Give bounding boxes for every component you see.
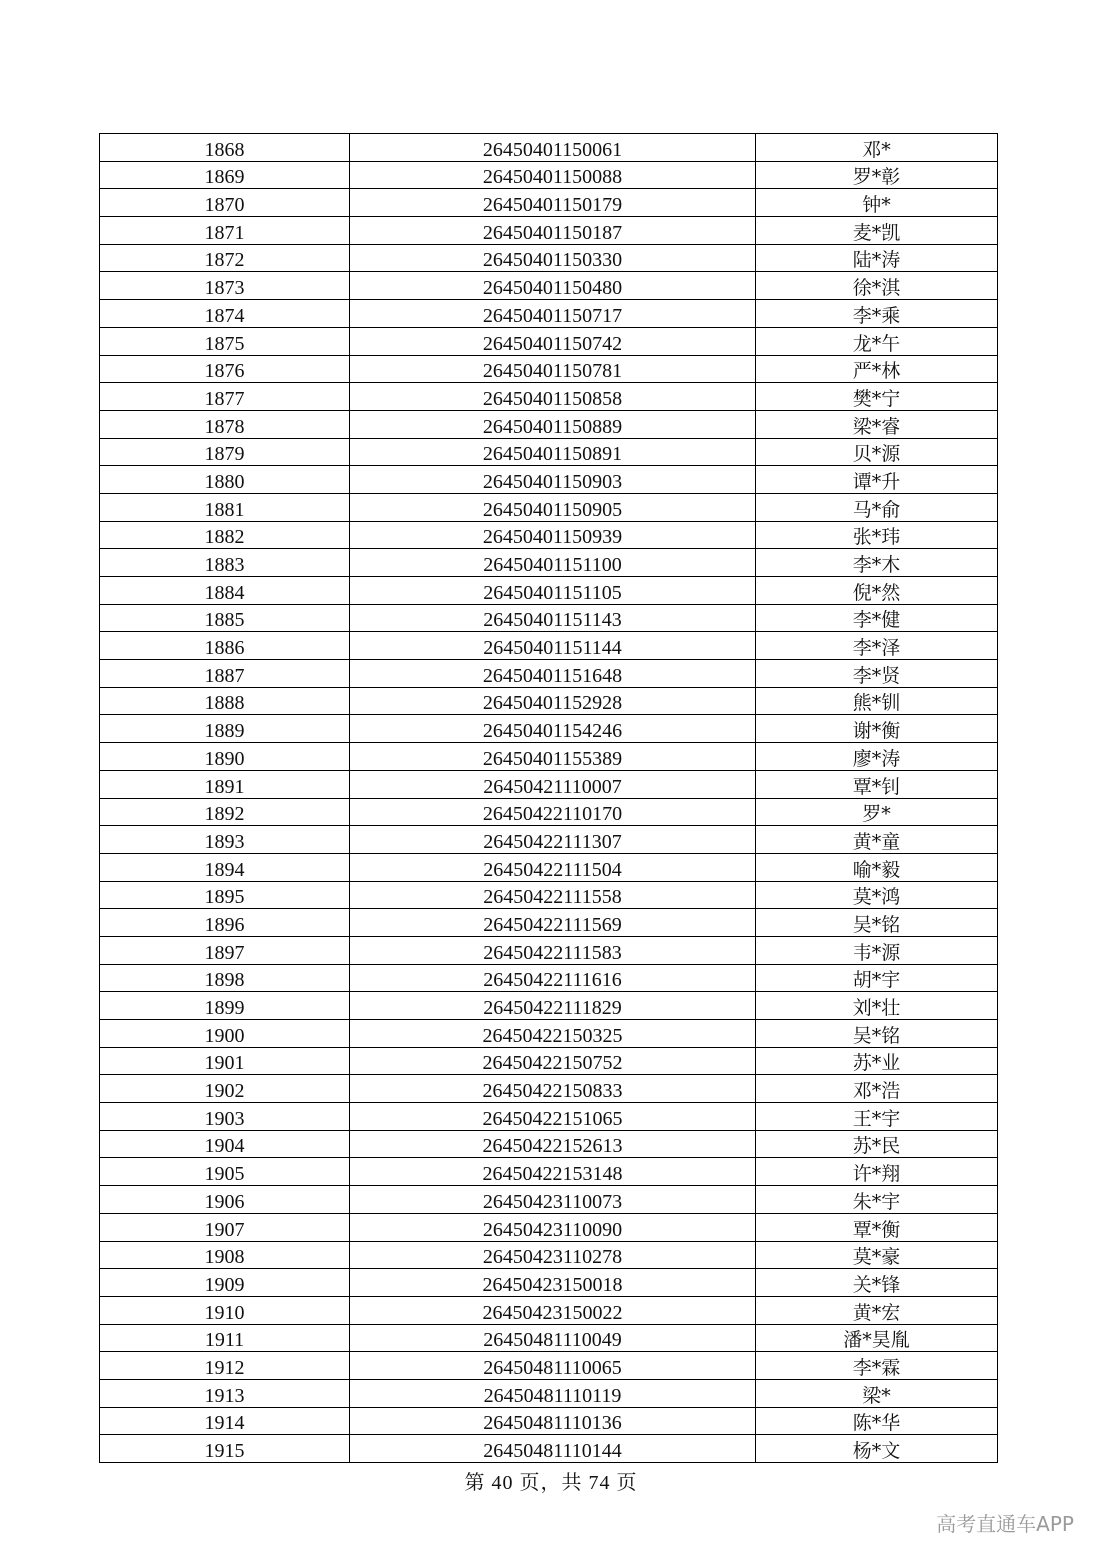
exam-id-cell: 26450401151105	[350, 577, 756, 605]
table-row	[100, 1352, 998, 1380]
exam-id-cell: 26450401150061	[350, 134, 756, 162]
row-index-cell: 1911	[100, 1324, 350, 1352]
table-row	[100, 217, 998, 245]
name-cell: 苏*业	[756, 1047, 998, 1075]
exam-id-cell: 26450401150187	[350, 217, 756, 245]
exam-id-cell: 26450481110144	[350, 1435, 756, 1463]
name-cell: 王*宇	[756, 1103, 998, 1131]
row-index-cell: 1876	[100, 355, 350, 383]
exam-id-cell: 26450422111504	[350, 853, 756, 881]
name-cell: 马*俞	[756, 493, 998, 521]
table-row	[100, 964, 998, 992]
table-row	[100, 1020, 998, 1048]
row-index-cell: 1912	[100, 1352, 350, 1380]
table-row	[100, 355, 998, 383]
table-row	[100, 1407, 998, 1435]
exam-id-cell: 26450401150179	[350, 189, 756, 217]
table-row	[100, 660, 998, 688]
exam-id-cell: 26450423110073	[350, 1186, 756, 1214]
name-cell: 关*锋	[756, 1269, 998, 1297]
exam-id-cell: 26450422111829	[350, 992, 756, 1020]
row-index-cell: 1872	[100, 244, 350, 272]
row-index-cell: 1908	[100, 1241, 350, 1269]
row-index-cell: 1903	[100, 1103, 350, 1131]
exam-id-cell: 26450401150717	[350, 300, 756, 328]
exam-id-cell: 26450401151143	[350, 604, 756, 632]
name-cell: 苏*民	[756, 1130, 998, 1158]
row-index-cell: 1897	[100, 936, 350, 964]
table-row	[100, 687, 998, 715]
row-index-cell: 1914	[100, 1407, 350, 1435]
table-row	[100, 1324, 998, 1352]
exam-id-cell: 26450422111558	[350, 881, 756, 909]
table-row	[100, 410, 998, 438]
exam-id-cell: 26450401150905	[350, 493, 756, 521]
table-row	[100, 521, 998, 549]
name-cell: 李*霖	[756, 1352, 998, 1380]
exam-id-cell: 26450481110065	[350, 1352, 756, 1380]
table-row	[100, 604, 998, 632]
exam-id-cell: 26450401150781	[350, 355, 756, 383]
exam-id-cell: 26450401154246	[350, 715, 756, 743]
table-row	[100, 798, 998, 826]
exam-id-cell: 26450401150088	[350, 161, 756, 189]
row-index-cell: 1892	[100, 798, 350, 826]
watermark-text: 高考直通车APP	[936, 1512, 1074, 1536]
table-row	[100, 1047, 998, 1075]
name-cell: 吴*铭	[756, 1020, 998, 1048]
row-index-cell: 1884	[100, 577, 350, 605]
row-index-cell: 1881	[100, 493, 350, 521]
name-cell: 潘*昊胤	[756, 1324, 998, 1352]
exam-id-cell: 26450422111569	[350, 909, 756, 937]
row-index-cell: 1905	[100, 1158, 350, 1186]
table-row	[100, 161, 998, 189]
exam-id-cell: 26450401150742	[350, 327, 756, 355]
table-row	[100, 770, 998, 798]
page-number: 第 40 页，共 74 页	[464, 1472, 638, 1494]
name-cell: 倪*然	[756, 577, 998, 605]
row-index-cell: 1893	[100, 826, 350, 854]
row-index-cell: 1896	[100, 909, 350, 937]
table-row	[100, 715, 998, 743]
table-row	[100, 438, 998, 466]
name-cell: 覃*钊	[756, 770, 998, 798]
row-index-cell: 1891	[100, 770, 350, 798]
row-index-cell: 1913	[100, 1379, 350, 1407]
name-cell: 喻*毅	[756, 853, 998, 881]
page-footer	[0, 1466, 1102, 1495]
table-row	[100, 466, 998, 494]
exam-id-cell: 26450401150889	[350, 410, 756, 438]
exam-id-cell: 26450401150480	[350, 272, 756, 300]
name-cell: 梁*	[756, 1379, 998, 1407]
table-row	[100, 1158, 998, 1186]
table-row	[100, 134, 998, 162]
row-index-cell: 1900	[100, 1020, 350, 1048]
row-index-cell: 1870	[100, 189, 350, 217]
name-cell: 张*玮	[756, 521, 998, 549]
row-index-cell: 1877	[100, 383, 350, 411]
row-index-cell: 1878	[100, 410, 350, 438]
table-row	[100, 272, 998, 300]
exam-id-cell: 26450422150752	[350, 1047, 756, 1075]
name-cell: 黄*童	[756, 826, 998, 854]
row-index-cell: 1889	[100, 715, 350, 743]
table-row	[100, 549, 998, 577]
row-index-cell: 1888	[100, 687, 350, 715]
exam-id-cell: 26450422150833	[350, 1075, 756, 1103]
table-row	[100, 992, 998, 1020]
table-body	[100, 134, 998, 1463]
row-index-cell: 1886	[100, 632, 350, 660]
table-row	[100, 881, 998, 909]
exam-id-cell: 26450422110170	[350, 798, 756, 826]
row-index-cell: 1873	[100, 272, 350, 300]
name-cell: 樊*宁	[756, 383, 998, 411]
row-index-cell: 1899	[100, 992, 350, 1020]
table-row	[100, 1379, 998, 1407]
name-cell: 罗*彰	[756, 161, 998, 189]
name-cell: 龙*午	[756, 327, 998, 355]
exam-id-cell: 26450401150330	[350, 244, 756, 272]
exam-id-cell: 26450421110007	[350, 770, 756, 798]
row-index-cell: 1894	[100, 853, 350, 881]
name-cell: 韦*源	[756, 936, 998, 964]
table-row	[100, 1241, 998, 1269]
row-index-cell: 1874	[100, 300, 350, 328]
exam-id-cell: 26450401150891	[350, 438, 756, 466]
name-cell: 覃*衡	[756, 1213, 998, 1241]
name-cell: 严*林	[756, 355, 998, 383]
name-cell: 廖*涛	[756, 743, 998, 771]
exam-id-cell: 26450422150325	[350, 1020, 756, 1048]
row-index-cell: 1907	[100, 1213, 350, 1241]
exam-id-cell: 26450423110278	[350, 1241, 756, 1269]
name-cell: 朱*宇	[756, 1186, 998, 1214]
row-index-cell: 1902	[100, 1075, 350, 1103]
exam-id-cell: 26450401150858	[350, 383, 756, 411]
table-row	[100, 853, 998, 881]
name-cell: 梁*睿	[756, 410, 998, 438]
name-cell: 刘*壮	[756, 992, 998, 1020]
name-cell: 陈*华	[756, 1407, 998, 1435]
row-index-cell: 1882	[100, 521, 350, 549]
name-cell: 李*健	[756, 604, 998, 632]
name-cell: 钟*	[756, 189, 998, 217]
table-row	[100, 244, 998, 272]
name-cell: 邓*	[756, 134, 998, 162]
table-row	[100, 1213, 998, 1241]
name-cell: 徐*淇	[756, 272, 998, 300]
name-cell: 麦*凯	[756, 217, 998, 245]
exam-id-cell: 26450422111307	[350, 826, 756, 854]
exam-id-cell: 26450422153148	[350, 1158, 756, 1186]
name-cell: 邓*浩	[756, 1075, 998, 1103]
table-row	[100, 1186, 998, 1214]
exam-id-cell: 26450401151648	[350, 660, 756, 688]
row-index-cell: 1895	[100, 881, 350, 909]
exam-id-cell: 26450401151144	[350, 632, 756, 660]
row-index-cell: 1879	[100, 438, 350, 466]
table-row	[100, 1435, 998, 1463]
table-row	[100, 300, 998, 328]
table-row	[100, 909, 998, 937]
exam-id-cell: 26450423150018	[350, 1269, 756, 1297]
row-index-cell: 1875	[100, 327, 350, 355]
row-index-cell: 1880	[100, 466, 350, 494]
name-cell: 许*翔	[756, 1158, 998, 1186]
exam-id-cell: 26450481110136	[350, 1407, 756, 1435]
name-cell: 李*贤	[756, 660, 998, 688]
name-cell: 谢*衡	[756, 715, 998, 743]
row-index-cell: 1898	[100, 964, 350, 992]
name-cell: 谭*升	[756, 466, 998, 494]
results-table	[99, 133, 998, 1463]
name-cell: 贝*源	[756, 438, 998, 466]
table-row	[100, 1130, 998, 1158]
exam-id-cell: 26450481110049	[350, 1324, 756, 1352]
exam-id-cell: 26450401151100	[350, 549, 756, 577]
table-row	[100, 189, 998, 217]
name-cell: 李*泽	[756, 632, 998, 660]
table-row	[100, 493, 998, 521]
exam-id-cell: 26450423110090	[350, 1213, 756, 1241]
name-cell: 陆*涛	[756, 244, 998, 272]
table-row	[100, 936, 998, 964]
row-index-cell: 1910	[100, 1296, 350, 1324]
table-row	[100, 1075, 998, 1103]
exam-id-cell: 26450401150939	[350, 521, 756, 549]
exam-id-cell: 26450422111616	[350, 964, 756, 992]
name-cell: 吴*铭	[756, 909, 998, 937]
name-cell: 杨*文	[756, 1435, 998, 1463]
row-index-cell: 1868	[100, 134, 350, 162]
row-index-cell: 1869	[100, 161, 350, 189]
exam-id-cell: 26450422111583	[350, 936, 756, 964]
table-row	[100, 743, 998, 771]
row-index-cell: 1901	[100, 1047, 350, 1075]
exam-id-cell: 26450401150903	[350, 466, 756, 494]
row-index-cell: 1909	[100, 1269, 350, 1297]
row-index-cell: 1890	[100, 743, 350, 771]
row-index-cell: 1904	[100, 1130, 350, 1158]
exam-id-cell: 26450401152928	[350, 687, 756, 715]
table-row	[100, 1103, 998, 1131]
row-index-cell: 1887	[100, 660, 350, 688]
row-index-cell: 1871	[100, 217, 350, 245]
table-row	[100, 826, 998, 854]
exam-id-cell: 26450423150022	[350, 1296, 756, 1324]
row-index-cell: 1883	[100, 549, 350, 577]
row-index-cell: 1915	[100, 1435, 350, 1463]
row-index-cell: 1885	[100, 604, 350, 632]
exam-id-cell: 26450481110119	[350, 1379, 756, 1407]
exam-id-cell: 26450422151065	[350, 1103, 756, 1131]
exam-id-cell: 26450422152613	[350, 1130, 756, 1158]
name-cell: 罗*	[756, 798, 998, 826]
name-cell: 莫*豪	[756, 1241, 998, 1269]
name-cell: 黄*宏	[756, 1296, 998, 1324]
table-row	[100, 1269, 998, 1297]
name-cell: 李*乘	[756, 300, 998, 328]
table-row	[100, 577, 998, 605]
name-cell: 熊*钏	[756, 687, 998, 715]
row-index-cell: 1906	[100, 1186, 350, 1214]
table-row	[100, 1296, 998, 1324]
name-cell: 李*木	[756, 549, 998, 577]
table-row	[100, 632, 998, 660]
table-row	[100, 327, 998, 355]
name-cell: 莫*鸿	[756, 881, 998, 909]
table-row	[100, 383, 998, 411]
exam-id-cell: 26450401155389	[350, 743, 756, 771]
name-cell: 胡*宇	[756, 964, 998, 992]
